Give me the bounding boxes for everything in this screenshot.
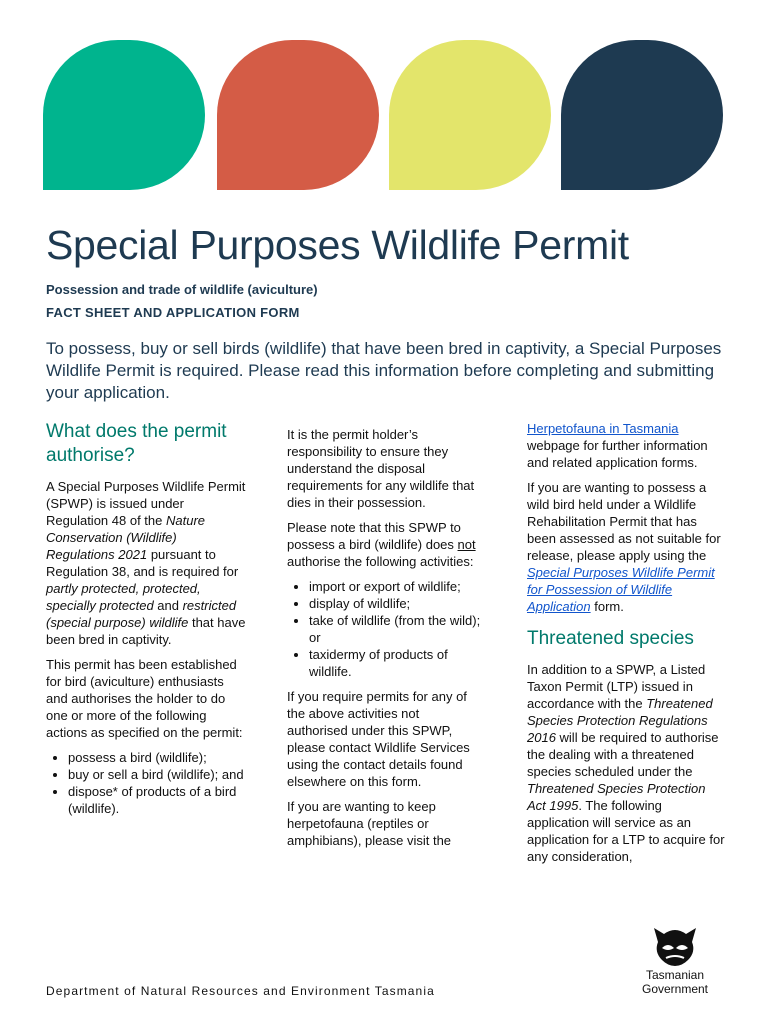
page-title: Special Purposes Wildlife Permit xyxy=(46,222,629,268)
paragraph: If you are wanting to possess a wild bird held under a Wildlife Rehabilitation Permit that has been assessed as not suitable for release, please apply using the Special Purposes Wildlife Permit for Possession of Wildlife Application form. xyxy=(527,480,721,614)
paragraph: Herpetofauna in Tasmania webpage for further information and related application forms. xyxy=(527,421,708,470)
document-type: FACT SHEET AND APPLICATION FORM xyxy=(46,305,300,320)
herpetofauna-link[interactable]: Herpetofauna in Tasmania xyxy=(527,421,679,436)
tasmanian-government-logo xyxy=(630,922,720,1002)
subtitle: Possession and trade of wildlife (aviculture) xyxy=(46,282,318,297)
list-item: • dispose* of products of a bird (wildlife). xyxy=(68,783,246,817)
list-item: • buy or sell a bird (wildlife); and xyxy=(68,766,246,783)
red-shape xyxy=(217,40,379,190)
list-item: • take of wildlife (from the wild); or xyxy=(309,612,482,646)
paragraph: It is the permit holder’s responsibility to ensure they understand the disposal requirements for any wildlife that dies in their possession. xyxy=(287,427,475,510)
paragraph: If you require permits for any of the above activities not authorised under this SPWP, please contact Wildlife Services using the contact details found elsewhere on this form. xyxy=(287,689,470,789)
logo-text-line2: Government xyxy=(641,982,709,996)
footer-department: Department of Natural Resources and Environment Tasmania xyxy=(46,984,435,998)
column-1 xyxy=(46,420,246,825)
section-heading-authorise: What does the permit authorise? xyxy=(46,421,227,466)
list-item: • import or export of wildlife; xyxy=(309,578,482,595)
teal-shape xyxy=(43,40,205,190)
paragraph: If you are wanting to keep herpetofauna (reptiles or amphibians), please visit the xyxy=(287,799,452,848)
list-item: • taxidermy of products of wildlife. xyxy=(309,646,482,680)
column-2 xyxy=(287,426,482,857)
logo-text-line1: Tasmanian xyxy=(645,968,705,982)
list-item: • possess a bird (wildlife); xyxy=(68,749,246,766)
list-item: • display of wildlife; xyxy=(309,595,482,612)
paragraph: Please note that this SPWP to possess a bird (wildlife) does not authorise the following activities: xyxy=(287,520,476,569)
application-form-link[interactable]: Special Purposes Wildlife Permit for Possession of Wildlife Application xyxy=(527,565,715,614)
tasmanian-devil-icon xyxy=(652,922,698,968)
bullet-list xyxy=(46,749,246,817)
paragraph: In addition to a SPWP, a Listed Taxon Permit (LTP) issued in accordance with the Threatened Species Protection Regulations 2016 will be required to authorise the dealing with a threatened species scheduled under the Threatened Species Protection Act 1995. The following application will service as an application for a LTP to acquire for any consideration, xyxy=(527,662,725,864)
paragraph: This permit has been established for bird (aviculture) enthusiasts and authorises the holder to do one or more of the following actions as specified on the permit: xyxy=(46,657,243,740)
paragraph: A Special Purposes Wildlife Permit (SPWP) is issued under Regulation 48 of the Nature Conservation (Wildlife) Regulations 2021 pursuant to Regulation 38, and is required for partly protected, protected, specially protected and restricted (special purpose) wildlife that have been bred in captivity. xyxy=(46,479,246,647)
intro-paragraph: To possess, buy or sell birds (wildlife) that have been bred in captivity, a Special Purposes Wildlife Permit is required. Please read this information before completing and submitting your application. xyxy=(46,339,722,402)
navy-shape xyxy=(561,40,723,190)
bullet-list xyxy=(287,578,482,680)
yellow-shape xyxy=(389,40,551,190)
column-3 xyxy=(527,420,727,873)
section-heading-threatened: Threatened species xyxy=(527,628,694,649)
